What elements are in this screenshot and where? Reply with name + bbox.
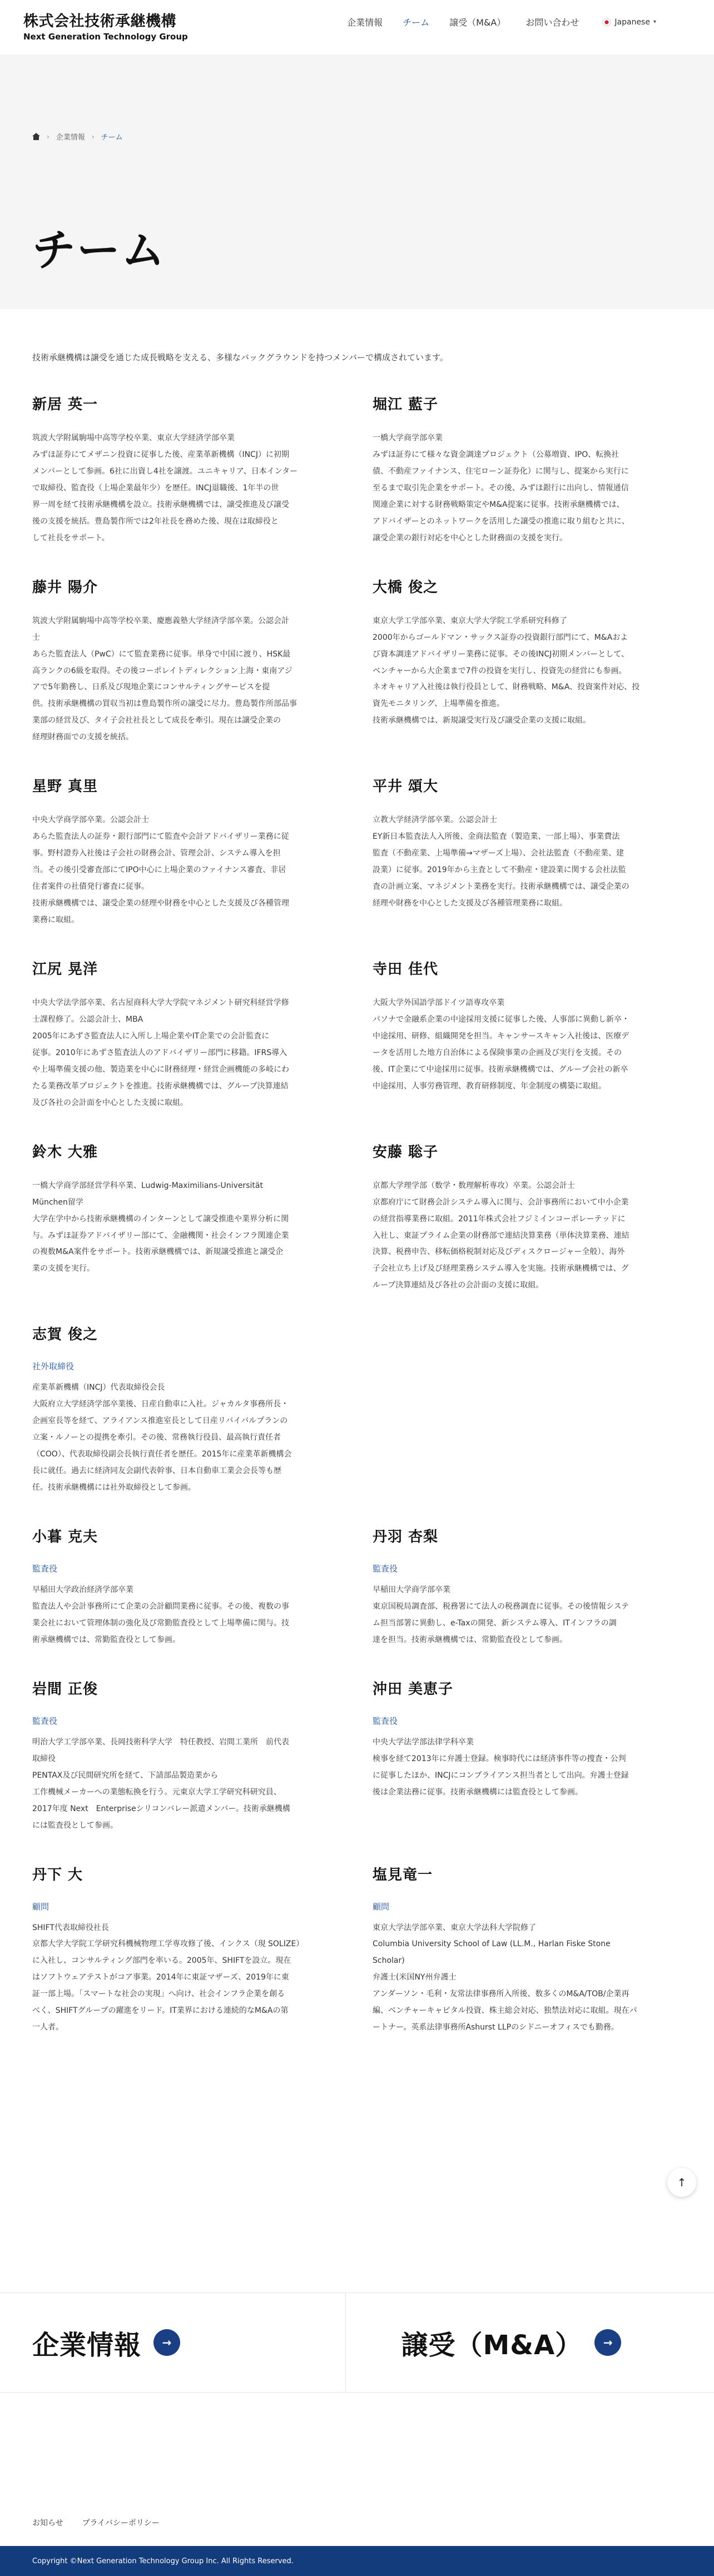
member-card xyxy=(32,1525,341,1649)
member-bio-line: ータを活用した地方自治体による保険事業の企画及び実行を支援。その xyxy=(373,1048,622,1057)
copyright: Copyright ©Next Generation Technology Group Inc. All Rights Reserved. xyxy=(0,2546,714,2576)
member-card xyxy=(373,1323,682,1496)
member-name: 大橋 俊之 xyxy=(373,579,439,596)
member-bio xyxy=(32,430,341,547)
member-bio-line: 編、ベンチャーキャピタル投資、株主総会対応、独禁法対応に取組。現在パ xyxy=(373,2006,637,2016)
member-card xyxy=(373,775,682,929)
member-name: 志賀 俊之 xyxy=(32,1326,98,1344)
arrow-up-icon: ↑ xyxy=(677,2176,687,2189)
member-name: 丹下 大 xyxy=(32,1866,83,1883)
chevron-right-icon: › xyxy=(91,132,95,141)
member-bio-line: 2005年にあずさ監査法人に入所し上場企業やIT企業での会計監査に xyxy=(32,1031,270,1041)
chevron-down-icon: ▾ xyxy=(653,19,656,25)
member-bio-line: 企画室長等を経て、アライアンス推進室長として日産リバイバルプランの xyxy=(32,1416,288,1426)
member-bio xyxy=(32,1380,341,1496)
team-intro: 技術承継機構は譲受を通じた成長戦略を支える、多様なバックグラウンドを持つメンバーで構成されています。 xyxy=(32,352,448,362)
member-name: 丹羽 杏梨 xyxy=(373,1528,439,1545)
member-bio-line: 監査法人や会計事務所にて企業の会計顧問業務に従事。その後、複数の事 xyxy=(32,1602,289,1611)
member-role: 顧問 xyxy=(32,1901,49,1912)
member-bio-line: 業会社において管理体制の強化及び常勤監査役として上場準備に関与。技 xyxy=(32,1618,289,1628)
member-bio-line: 士 xyxy=(32,633,40,642)
member-bio-line: 業務に取組。 xyxy=(32,916,79,925)
logo-name-en: Next Generation Technology Group xyxy=(23,31,188,42)
member-bio-line: 与。みずほ証券アドバイザリー部にて、金融機関・社会インフラ関連企業 xyxy=(32,1231,289,1240)
member-bio-line: 資先モニタリング、上場準備を推進。 xyxy=(373,699,505,709)
footer-links xyxy=(32,2517,160,2528)
member-bio-line: の経営指導業務に取組。2011年株式会社フジミインコーポレーテッドに xyxy=(373,1214,626,1224)
member-bio-line: 子会社立ち上げ及び経理業務システム導入を実施。技術承継機構では、グ xyxy=(373,1264,629,1274)
member-name: 鈴木 大雅 xyxy=(32,1143,98,1161)
member-bio-line: パソナで金融系企業の中途採用支援に従事した後、人事部に異動し新卒・ xyxy=(373,1015,629,1024)
member-bio-line: 任。技術承継機構には社外取締役として参画。 xyxy=(32,1483,196,1493)
nav-item-acquisition[interactable]: 譲受（M&A） xyxy=(449,17,506,28)
member-card xyxy=(373,958,682,1112)
member-name: 岩間 正俊 xyxy=(32,1680,98,1698)
member-bio-line: 中途採用、人事労務管理、教育研修制度、年金制度の構築に取組。 xyxy=(373,1081,606,1091)
member-bio-line: 及び各社の会計面を中心とした支援に取組。 xyxy=(32,1098,188,1107)
member-bio-line: 査の計画立案、マネジメント業務を実行。技術承継機構では、譲受企業の xyxy=(373,882,629,892)
member-bio-line: 後は企業法務に従事。技術承継機構には監査役として参画。 xyxy=(373,1787,583,1797)
member-bio-line: Columbia University School of Law (LL.M., Harlan Fiske Stone xyxy=(373,1940,611,1949)
member-bio-line: アで5年勤務し、日系及び現地企業にコンサルティングサービスを提 xyxy=(32,683,270,692)
member-bio-line: 業の支援を実行。 xyxy=(32,1264,95,1274)
arrow-right-icon: → xyxy=(594,2329,621,2356)
member-card xyxy=(32,576,341,747)
member-bio-line: 業部の経営及び、タイ子会社社長として成長を牽引。現在は譲受企業の xyxy=(32,716,281,725)
member-card xyxy=(32,1323,341,1496)
member-bio xyxy=(373,812,682,912)
member-bio-line: 事。野村證券入社後は子会社の財務会計、管理会計、システム導入を担 xyxy=(32,849,281,858)
member-bio-line: たる業務改革プロジェクトを推進。技術承継機構では、グループ決算連結 xyxy=(32,1081,289,1091)
breadcrumb-parent[interactable]: 企業情報 xyxy=(56,133,85,142)
member-bio-line: 工作機械メーカーへの業態転換を行う。元東京大学工学研究科研究員、 xyxy=(32,1787,281,1797)
member-bio-line: 筑波大学附属駒場中高等学校卒業、慶應義塾大学経済学部卒業。公認会計 xyxy=(32,616,289,625)
member-bio-line: 後、IT企業にて中途採用に従事。技術承継機構では、グループ会社の新卒 xyxy=(373,1065,628,1074)
member-bio-line: の複数M&A案件をサポート。技術承継機構では、新規譲受推進と譲受企 xyxy=(32,1247,284,1257)
nav-item-team[interactable]: チーム xyxy=(403,17,430,28)
member-card xyxy=(32,1678,341,1834)
member-bio-line: みずほ証券にてメザニン投資に従事した後、産業革新機構（INCJ）に初期 xyxy=(32,450,289,459)
member-bio-line: 供。技術承継機構の買収当初は豊島製作所の譲受に尽力。豊島製作所部品事 xyxy=(32,699,297,709)
member-bio-line: に入社し、コンサルティング部門を率いる。2005年、SHIFTを設立。現在 xyxy=(32,1956,291,1966)
member-bio-line: 立案・ルノーとの提携を牽引。その後、常務執行役員、最高執行責任者 xyxy=(32,1433,281,1443)
member-bio-line: 東京大学法学部卒業、東京大学法科大学院修了 xyxy=(373,1923,536,1932)
member-bio-line: 中央大学商学部卒業。公認会計士 xyxy=(32,815,149,825)
member-bio-line: 界一周を経て技術承継機構を設立。技術承継機構では、譲受推進及び譲受 xyxy=(32,500,289,509)
member-card xyxy=(32,775,341,929)
member-bio-line: 筑波大学附属駒場中高等学校卒業、東京大学経済学部卒業 xyxy=(32,434,235,442)
member-bio-line: 決算、税務申告、移転価格税制対応及びディスクロージャー全般）、海外 xyxy=(373,1247,625,1257)
member-bio-line: 早稲田大学商学部卒業 xyxy=(373,1585,450,1594)
back-to-top-button[interactable] xyxy=(667,2168,696,2197)
member-name: 江尻 晃洋 xyxy=(32,961,98,978)
page-title: チーム xyxy=(32,226,166,276)
member-name: 堀江 藍子 xyxy=(373,396,439,413)
japan-flag-icon xyxy=(602,18,611,27)
member-card xyxy=(32,958,341,1112)
member-bio xyxy=(373,1178,682,1295)
member-name: 小暮 克夫 xyxy=(32,1528,98,1545)
main-nav xyxy=(347,16,656,28)
member-grid xyxy=(32,393,682,2065)
member-bio-line: 取締役 xyxy=(32,1754,56,1763)
member-bio-line: SHIFT代表取締役社長 xyxy=(32,1923,109,1932)
member-bio xyxy=(32,812,341,929)
member-card xyxy=(373,1863,682,2037)
member-bio xyxy=(32,1178,341,1278)
member-role: 顧問 xyxy=(373,1901,390,1912)
language-label: Japanese xyxy=(614,17,650,27)
member-bio-line: 京都大学理学部（数学・数理解析専攻）卒業。公認会計士 xyxy=(373,1181,575,1190)
breadcrumb-current: チーム xyxy=(101,133,123,142)
site-header xyxy=(0,0,714,54)
member-bio-line: 至るまで取引先企業をサポート。その後、みずほ銀行に出向し、情報通信 xyxy=(373,483,629,493)
member-role: 監査役 xyxy=(373,1715,398,1726)
member-bio xyxy=(373,1734,682,1801)
language-selector[interactable] xyxy=(602,18,656,27)
member-bio-line: 経理や財務を中心とした支援及び各種管理業務に取組。 xyxy=(373,899,567,908)
member-bio-line: 2017年度 Next Enterpriseシリコンバレー派遣メンバー。技術承継機構 xyxy=(32,1804,290,1813)
member-card xyxy=(373,1525,682,1649)
member-bio xyxy=(373,1920,682,2037)
member-bio-line: München留学 xyxy=(32,1197,83,1207)
member-bio-line: 大阪府立大学経済学部卒業後、日産自動車に入社。ジャカルタ事務所長・ xyxy=(32,1400,289,1409)
member-bio-line: アンダーソン・毛利・友常法律事務所入所後、数多くのM&A/TOB/企業再 xyxy=(373,1990,629,1999)
chevron-right-icon: › xyxy=(47,132,49,141)
member-bio-line: 入社し、東証プライム企業の財務部で連結決算業務（単体決算業務、連結 xyxy=(373,1231,629,1240)
member-card xyxy=(373,576,682,747)
member-bio-line: Scholar) xyxy=(373,1956,405,1966)
arrow-right-icon: → xyxy=(153,2329,180,2356)
member-name: 塩見竜一 xyxy=(373,1866,433,1883)
member-bio-line: 東京大学工学部卒業、東京大学大学院工学系研究科修了 xyxy=(373,616,567,625)
cta-acquisition[interactable] xyxy=(345,2293,714,2392)
member-bio-line: には監査役として参画。 xyxy=(32,1821,118,1830)
member-bio-line: 後の支援を統括。豊島製作所では2年社長を務めた後、現在は取締役と xyxy=(32,516,279,526)
bottom-cta xyxy=(0,2292,714,2393)
member-bio-line: 一橋大学商学部経営学科卒業、Ludwig-Maximilians-Universität xyxy=(32,1181,263,1190)
member-bio xyxy=(32,1734,341,1834)
member-card xyxy=(373,1678,682,1834)
member-bio-line: 監査（不動産業、上場準備→マザーズ上場）、会社法監査（不動産業、建 xyxy=(373,849,624,858)
member-bio-line: PENTAX及び民間研究所を経て、下請部品製造業から xyxy=(32,1771,219,1780)
member-bio-line: に従事したほか、INCJにコンプライアンス担当者として出向。弁護士登録 xyxy=(373,1771,629,1780)
member-bio-line: 従事。2010年にあずさ監査法人のアドバイザリー部門に移籍。IFRS導入 xyxy=(32,1048,287,1057)
member-card xyxy=(32,393,341,547)
member-role: 社外取締役 xyxy=(32,1361,75,1372)
cta-company-label: 企業情報 xyxy=(32,2329,142,2361)
member-bio-line: 技術承継機構では、新規譲受実行及び譲受企業の支援に取組。 xyxy=(373,716,591,725)
member-bio-line: 中央大学法学部卒業、名古屋商科大学大学院マネジメント研究科経営学修 xyxy=(32,998,289,1007)
member-bio xyxy=(32,1582,341,1649)
member-bio-line: はソフトウェアテストがコア事業。2014年に東証マザーズ、2019年に東 xyxy=(32,1973,289,1982)
member-bio-line: 弁護士(米国NY州弁護士 xyxy=(373,1973,457,1982)
member-bio-line: 東京国税局調査部、税務署にて法人の税務調査に従事。その後情報システ xyxy=(373,1602,629,1611)
member-bio-line: あらた監査法人の証券・銀行部門にて監査や会計アドバイザリー業務に従 xyxy=(32,832,289,842)
member-bio-line: 京都大学大学院工学研究科機械物理工学専攻修了後、インクス（現 SOLIZE） xyxy=(32,1940,304,1949)
footer-link-news[interactable]: お知らせ xyxy=(32,2519,63,2528)
nav-item-company[interactable]: 企業情報 xyxy=(347,17,383,28)
member-bio xyxy=(373,995,682,1095)
member-name: 新居 英一 xyxy=(32,396,98,413)
member-card xyxy=(373,393,682,547)
member-role: 監査役 xyxy=(373,1563,398,1574)
member-bio xyxy=(32,1920,341,2037)
member-name: 星野 真里 xyxy=(32,778,98,795)
member-bio-line: アドバイザーとのネットワークを活用した譲受の推進に取り組むと共に、 xyxy=(373,516,629,526)
member-role: 監査役 xyxy=(32,1563,58,1574)
member-bio-line: 当。その後引受審査部にてIPO中心に上場企業のファイナンス審査、非居 xyxy=(32,866,286,875)
member-name: 沖田 美恵子 xyxy=(373,1680,454,1698)
member-name: 寺田 佳代 xyxy=(373,961,439,978)
member-bio-line: 中央大学法学部法律学科卒業 xyxy=(373,1737,474,1747)
member-card xyxy=(32,1863,341,2037)
member-card xyxy=(32,1141,341,1295)
cta-acquisition-label: 譲受（M&A） xyxy=(401,2329,583,2361)
member-bio-line: 早稲田大学政治経済学部卒業 xyxy=(32,1585,133,1594)
member-bio-line: で取締役、監査役（上場企業最年少）を歴任。INCJ退職後、1年半の世 xyxy=(32,483,279,493)
member-bio-line: 譲受企業の銀行対応を中心とした財務面の支援を実行。 xyxy=(373,533,567,543)
page-hero xyxy=(0,54,714,309)
member-bio-line: 立教大学経済学部卒業。公認会計士 xyxy=(373,815,497,825)
member-bio-line: 一橋大学商学部卒業 xyxy=(373,434,443,442)
member-bio-line: 債、不動産ファイナンス、住宅ローン証券化）に関与し、提案から実行に xyxy=(373,466,629,476)
member-bio-line: や上場準備支援の他、製造業を中心に財務経理・経営企画機能の多岐にわ xyxy=(32,1065,289,1074)
member-bio xyxy=(32,613,341,747)
member-bio-line: して社長をサポート。 xyxy=(32,533,110,543)
member-bio-line: ートナー。英系法律事務所Ashurst LLPのシドニーオフィスでも勤務。 xyxy=(373,2023,619,2032)
member-bio-line: 中途採用、研修、組織開発を担当。キャンサースキャン入社後は、医療デ xyxy=(373,1031,629,1041)
member-bio-line: 京都府庁にて財務会計システム導入に関与、会計事務所において中小企業 xyxy=(373,1197,629,1207)
member-bio-line: メンバーとして参画。6社に出資し4社を譲渡。ユニキャリア、日本インター xyxy=(32,466,298,476)
member-bio-line: 証一部上場。「スマートな社会の実現」へ向け、社会インフラ企業を創る xyxy=(32,1990,285,1999)
member-bio-line: 産業革新機構（INCJ）代表取締役会長 xyxy=(32,1383,165,1393)
member-bio-line: あらた監査法人（PwC）にて監査業務に従事。単身で中国に渡り、HSK最 xyxy=(32,649,291,659)
member-name: 安藤 聡子 xyxy=(373,1143,439,1161)
member-bio-line: 高ランクの6級を取得。その後コーポレイトディレクション上海・東南アジ xyxy=(32,666,292,675)
member-bio-line: 設業）に従事。2019年から主査として不動産・建設業に関する会社法監 xyxy=(373,866,626,875)
member-bio-line: 長に就任。過去に経済同友会副代表幹事、日本自動車工業会会長等も歴 xyxy=(32,1466,281,1476)
cta-company[interactable] xyxy=(0,2293,345,2392)
member-bio-line: べく、SHIFTグループの躍進をリード。IT業界における連続的なM&Aの第 xyxy=(32,2006,289,2016)
member-name: 藤井 陽介 xyxy=(32,579,98,596)
member-bio-line: ベンチャーから大企業まで7件の投資を実行し、投資先の経営にも参画。 xyxy=(373,666,627,675)
breadcrumb xyxy=(32,131,123,142)
site-logo[interactable] xyxy=(23,13,188,41)
member-bio-line: ループ決算連結及び各社の会計面の支援に取組。 xyxy=(373,1281,544,1290)
member-card xyxy=(373,1141,682,1295)
member-name: 平井 頌大 xyxy=(373,778,439,795)
member-bio-line: 関連企業に対する財務戦略策定やM&A提案に従事。技術承継機構では、 xyxy=(373,500,624,509)
member-bio-line: 術承継機構では、常勤監査役として参画。 xyxy=(32,1635,180,1644)
member-bio-line: 技術承継機構では、譲受企業の経理や財務を中心とした支援及び各種管理 xyxy=(32,899,289,908)
logo-name-ja: 株式会社技術承継機構 xyxy=(23,12,176,30)
member-bio xyxy=(373,430,682,547)
member-bio-line: 士課程修了。公認会計士、MBA xyxy=(32,1015,143,1024)
member-bio-line: 2000年からゴールドマン・サックス証券の投資銀行部門にて、M&Aおよ xyxy=(373,633,628,642)
nav-item-contact[interactable]: お問い合わせ xyxy=(525,17,579,28)
member-bio-line: 経理財務面での支援を統括。 xyxy=(32,733,133,742)
member-bio-line: ム担当部署に異動し、e-Taxの開発、新システム導入、ITインフラの調 xyxy=(373,1618,617,1628)
member-bio-line: （COO）、代表取締役副会長執行責任者を歴任。2015年に産業革新機構会 xyxy=(32,1450,292,1459)
member-bio-line: ネオキャリア入社後は執行役員として、財務戦略、M&A、投資案件対応、投 xyxy=(373,683,640,692)
member-bio xyxy=(373,613,682,730)
member-bio-line: 一人者。 xyxy=(32,2023,63,2032)
member-bio xyxy=(373,1582,682,1649)
member-bio-line: 大阪大学外国語学部ドイツ語専攻卒業 xyxy=(373,998,505,1007)
footer-link-privacy[interactable]: プライバシーポリシー xyxy=(82,2519,160,2528)
member-bio-line: 住者案件の社債発行審査に従事。 xyxy=(32,882,149,892)
member-role: 監査役 xyxy=(32,1715,58,1726)
member-bio-line: 検事を経て2013年に弁護士登録。検事時代には経済事件等の捜査・公判 xyxy=(373,1754,626,1763)
member-bio-line: EY新日本監査法人入所後、金商法監査（製造業、一部上場）、事業費法 xyxy=(373,832,620,842)
home-icon[interactable] xyxy=(32,133,40,140)
team-content xyxy=(0,309,714,2289)
member-bio-line: みずほ証券にて様々な資金調達プロジェクト（公募増資、IPO、転換社 xyxy=(373,450,619,459)
member-bio-line: 大学在学中から技術承継機構のインターンとして譲受推進や業界分析に関 xyxy=(32,1214,289,1224)
member-bio-line: 明治大学工学部卒業、長岡技術科学大学 特任教授、岩間工業所 前代表 xyxy=(32,1737,289,1747)
member-bio xyxy=(32,995,341,1112)
member-bio-line: び資本調達アドバイザリー業務に従事。その後INCJ初期メンバーとして、 xyxy=(373,649,629,659)
member-bio-line: 達を担当。技術承継機構では、常勤監査役として参画。 xyxy=(373,1635,567,1644)
